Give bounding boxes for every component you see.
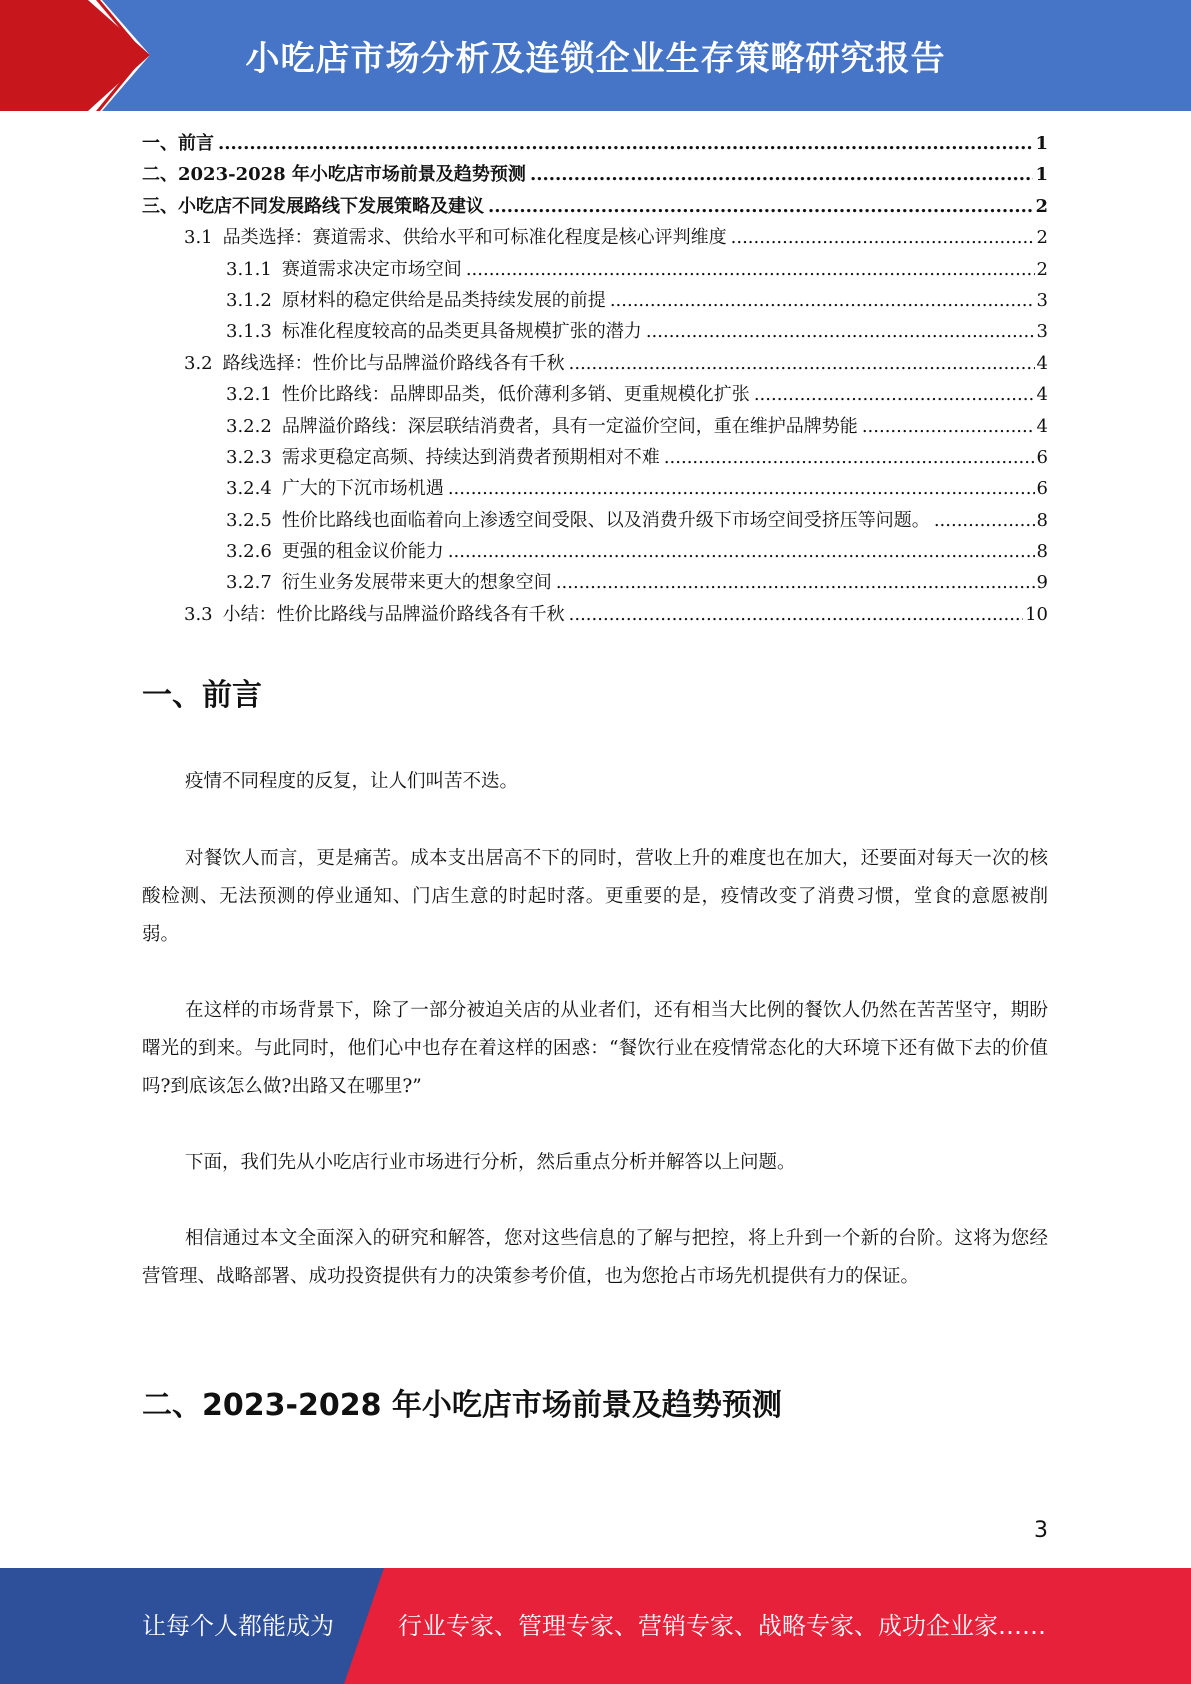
toc-entry-number: 3.1.2 xyxy=(226,289,272,311)
toc-entry[interactable] xyxy=(142,254,1048,285)
toc-entry-number: 3.2.2 xyxy=(226,415,272,437)
toc-entry-number: 3.2.4 xyxy=(226,478,272,500)
toc-entry-page: 2 xyxy=(1036,258,1048,280)
toc-entry-number: 3.2.6 xyxy=(226,541,272,563)
toc-entry-title: 品牌溢价路线：深层联结消费者，具有一定溢价空间，重在维护品牌势能 xyxy=(281,415,858,437)
toc-entry[interactable] xyxy=(142,411,1048,442)
toc-entry-number: 3.1.3 xyxy=(226,321,272,343)
toc-entry-title: 小结：性价比路线与品牌溢价路线各有千秋 xyxy=(222,603,565,625)
paragraph: 相信通过本文全面深入的研究和解答，您对这些信息的了解与把控，将上升到一个新的台阶。这将为您经营管理、战略部署、成功投资提供有力的决策参考价值，也为您抢占市场先机提供有力的保证。 xyxy=(142,1228,1048,1287)
toc-entry-title: 赛道需求决定市场空间 xyxy=(281,258,462,280)
toc-entry[interactable] xyxy=(142,442,1048,473)
toc-dot-leader xyxy=(610,285,1035,316)
toc-dot-leader xyxy=(448,536,1035,567)
toc-entry-number: 3.2.1 xyxy=(226,384,272,406)
toc-entry-page: 4 xyxy=(1036,352,1048,374)
toc-dot-leader xyxy=(218,128,1033,159)
toc-dot-leader xyxy=(530,159,1034,190)
toc-entry-page: 4 xyxy=(1036,384,1048,406)
toc-entry-page: 4 xyxy=(1036,415,1048,437)
toc-entry[interactable] xyxy=(142,316,1048,347)
page-header xyxy=(0,0,1191,111)
toc-entry-page: 8 xyxy=(1036,541,1048,563)
toc-entry-title: 2023-2028 年小吃店市场前景及趋势预测 xyxy=(178,164,526,186)
toc-entry-page: 6 xyxy=(1036,478,1048,500)
toc-entry-title: 小吃店不同发展路线下发展策略及建议 xyxy=(178,195,484,217)
toc-entry[interactable] xyxy=(142,379,1048,410)
footer-slogan-right: 行业专家、管理专家、营销专家、战略专家、成功企业家…… xyxy=(398,1612,1046,1640)
paragraph: 下面，我们先从小吃店行业市场进行分析，然后重点分析并解答以上问题。 xyxy=(185,1152,796,1173)
report-title-text: 小吃店市场分析及连锁企业生存策略研究报告 xyxy=(245,39,946,79)
toc-entry-title: 路线选择：性价比与品牌溢价路线各有千秋 xyxy=(222,352,565,374)
footer-slogan-left: 让每个人都能成为 xyxy=(142,1612,334,1640)
toc-entry-number: 3.2.5 xyxy=(226,509,272,531)
toc-dot-leader xyxy=(466,254,1035,285)
paragraph: 对餐饮人而言，更是痛苦。成本支出居高不下的同时，营收上升的难度也在加大，还要面对每天一次的核酸检测、无法预测的停业通知、门店生意的时起时落。更重要的是，疫情改变了消费习惯，堂食的意愿被削弱。 xyxy=(142,848,1048,945)
report-title xyxy=(150,0,1191,111)
toc-entry-number: 一、 xyxy=(142,133,178,154)
toc-entry-page: 6 xyxy=(1036,446,1048,468)
toc-entry-number: 3.2.3 xyxy=(226,446,272,468)
toc-entry[interactable] xyxy=(142,159,1048,190)
toc-entry[interactable] xyxy=(142,567,1048,598)
toc-entry-page: 10 xyxy=(1025,603,1048,625)
paragraph: 疫情不同程度的反复，让人们叫苦不迭。 xyxy=(185,771,519,792)
toc-entry-page: 1 xyxy=(1035,133,1048,154)
toc-entry-number: 二、 xyxy=(142,164,178,186)
toc-entry-number: 3.3 xyxy=(184,603,213,625)
toc-entry-title: 广大的下沉市场机遇 xyxy=(281,478,444,500)
paragraph: 在这样的市场背景下，除了一部分被迫关店的从业者们，还有相当大比例的餐饮人仍然在苦苦坚守，期盼曙光的到来。与此同时，他们心中也存在着这样的困惑：“餐饮行业在疫情常态化的大环境下还有做下去的价值吗?到底该怎么做?出路又在哪里?” xyxy=(142,1000,1048,1097)
section-heading-preface: 一、前言 xyxy=(142,678,262,713)
toc-entry-title: 品类选择：赛道需求、供给水平和可标准化程度是核心评判维度 xyxy=(222,227,727,249)
toc-entry[interactable] xyxy=(142,505,1048,536)
toc-entry-title: 性价比路线也面临着向上渗透空间受限、以及消费升级下市场空间受挤压等问题。 xyxy=(281,509,930,531)
toc-entry[interactable] xyxy=(142,536,1048,567)
table-of-contents xyxy=(142,128,1048,630)
toc-entry-title: 性价比路线：品牌即品类，低价薄利多销、更重规模化扩张 xyxy=(281,384,750,406)
toc-dot-leader xyxy=(569,348,1035,379)
toc-dot-leader xyxy=(731,222,1035,253)
toc-entry[interactable] xyxy=(142,599,1048,630)
toc-entry-number: 3.1 xyxy=(184,227,213,249)
toc-dot-leader xyxy=(862,411,1035,442)
toc-entry-number: 三、 xyxy=(142,195,178,217)
toc-entry-title: 原材料的稳定供给是品类持续发展的前提 xyxy=(281,289,606,311)
toc-entry-number: 3.2.7 xyxy=(226,572,272,594)
toc-entry[interactable] xyxy=(142,285,1048,316)
toc-dot-leader xyxy=(448,473,1035,504)
toc-entry-page: 9 xyxy=(1036,572,1048,594)
section-heading-forecast: 二、2023-2028 年小吃店市场前景及趋势预测 xyxy=(142,1388,782,1423)
toc-entry[interactable] xyxy=(142,222,1048,253)
toc-entry-page: 8 xyxy=(1036,509,1048,531)
toc-dot-leader xyxy=(569,599,1023,630)
toc-entry[interactable] xyxy=(142,473,1048,504)
toc-dot-leader xyxy=(664,442,1035,473)
toc-dot-leader xyxy=(646,316,1035,347)
toc-entry-title: 衍生业务发展带来更大的想象空间 xyxy=(281,572,552,594)
toc-entry-number: 3.1.1 xyxy=(226,258,272,280)
toc-entry-page: 3 xyxy=(1036,289,1048,311)
toc-entry-title: 标准化程度较高的品类更具备规模扩张的潜力 xyxy=(281,321,642,343)
toc-dot-leader xyxy=(488,191,1033,222)
toc-dot-leader xyxy=(934,505,1035,536)
toc-entry-page: 1 xyxy=(1035,164,1048,186)
page-footer xyxy=(0,1568,1191,1684)
toc-entry-title: 更强的租金议价能力 xyxy=(281,541,444,563)
toc-entry-title: 前言 xyxy=(178,133,214,154)
page-number: 3 xyxy=(1034,1518,1048,1543)
toc-entry-page: 2 xyxy=(1036,227,1048,249)
toc-entry[interactable] xyxy=(142,348,1048,379)
toc-entry[interactable] xyxy=(142,128,1048,159)
toc-entry-number: 3.2 xyxy=(184,352,213,374)
toc-entry-page: 3 xyxy=(1036,321,1048,343)
toc-entry-title: 需求更稳定高频、持续达到消费者预期相对不难 xyxy=(281,446,660,468)
toc-entry-page: 2 xyxy=(1035,195,1048,217)
toc-entry[interactable] xyxy=(142,191,1048,222)
toc-dot-leader xyxy=(754,379,1035,410)
toc-dot-leader xyxy=(556,567,1035,598)
